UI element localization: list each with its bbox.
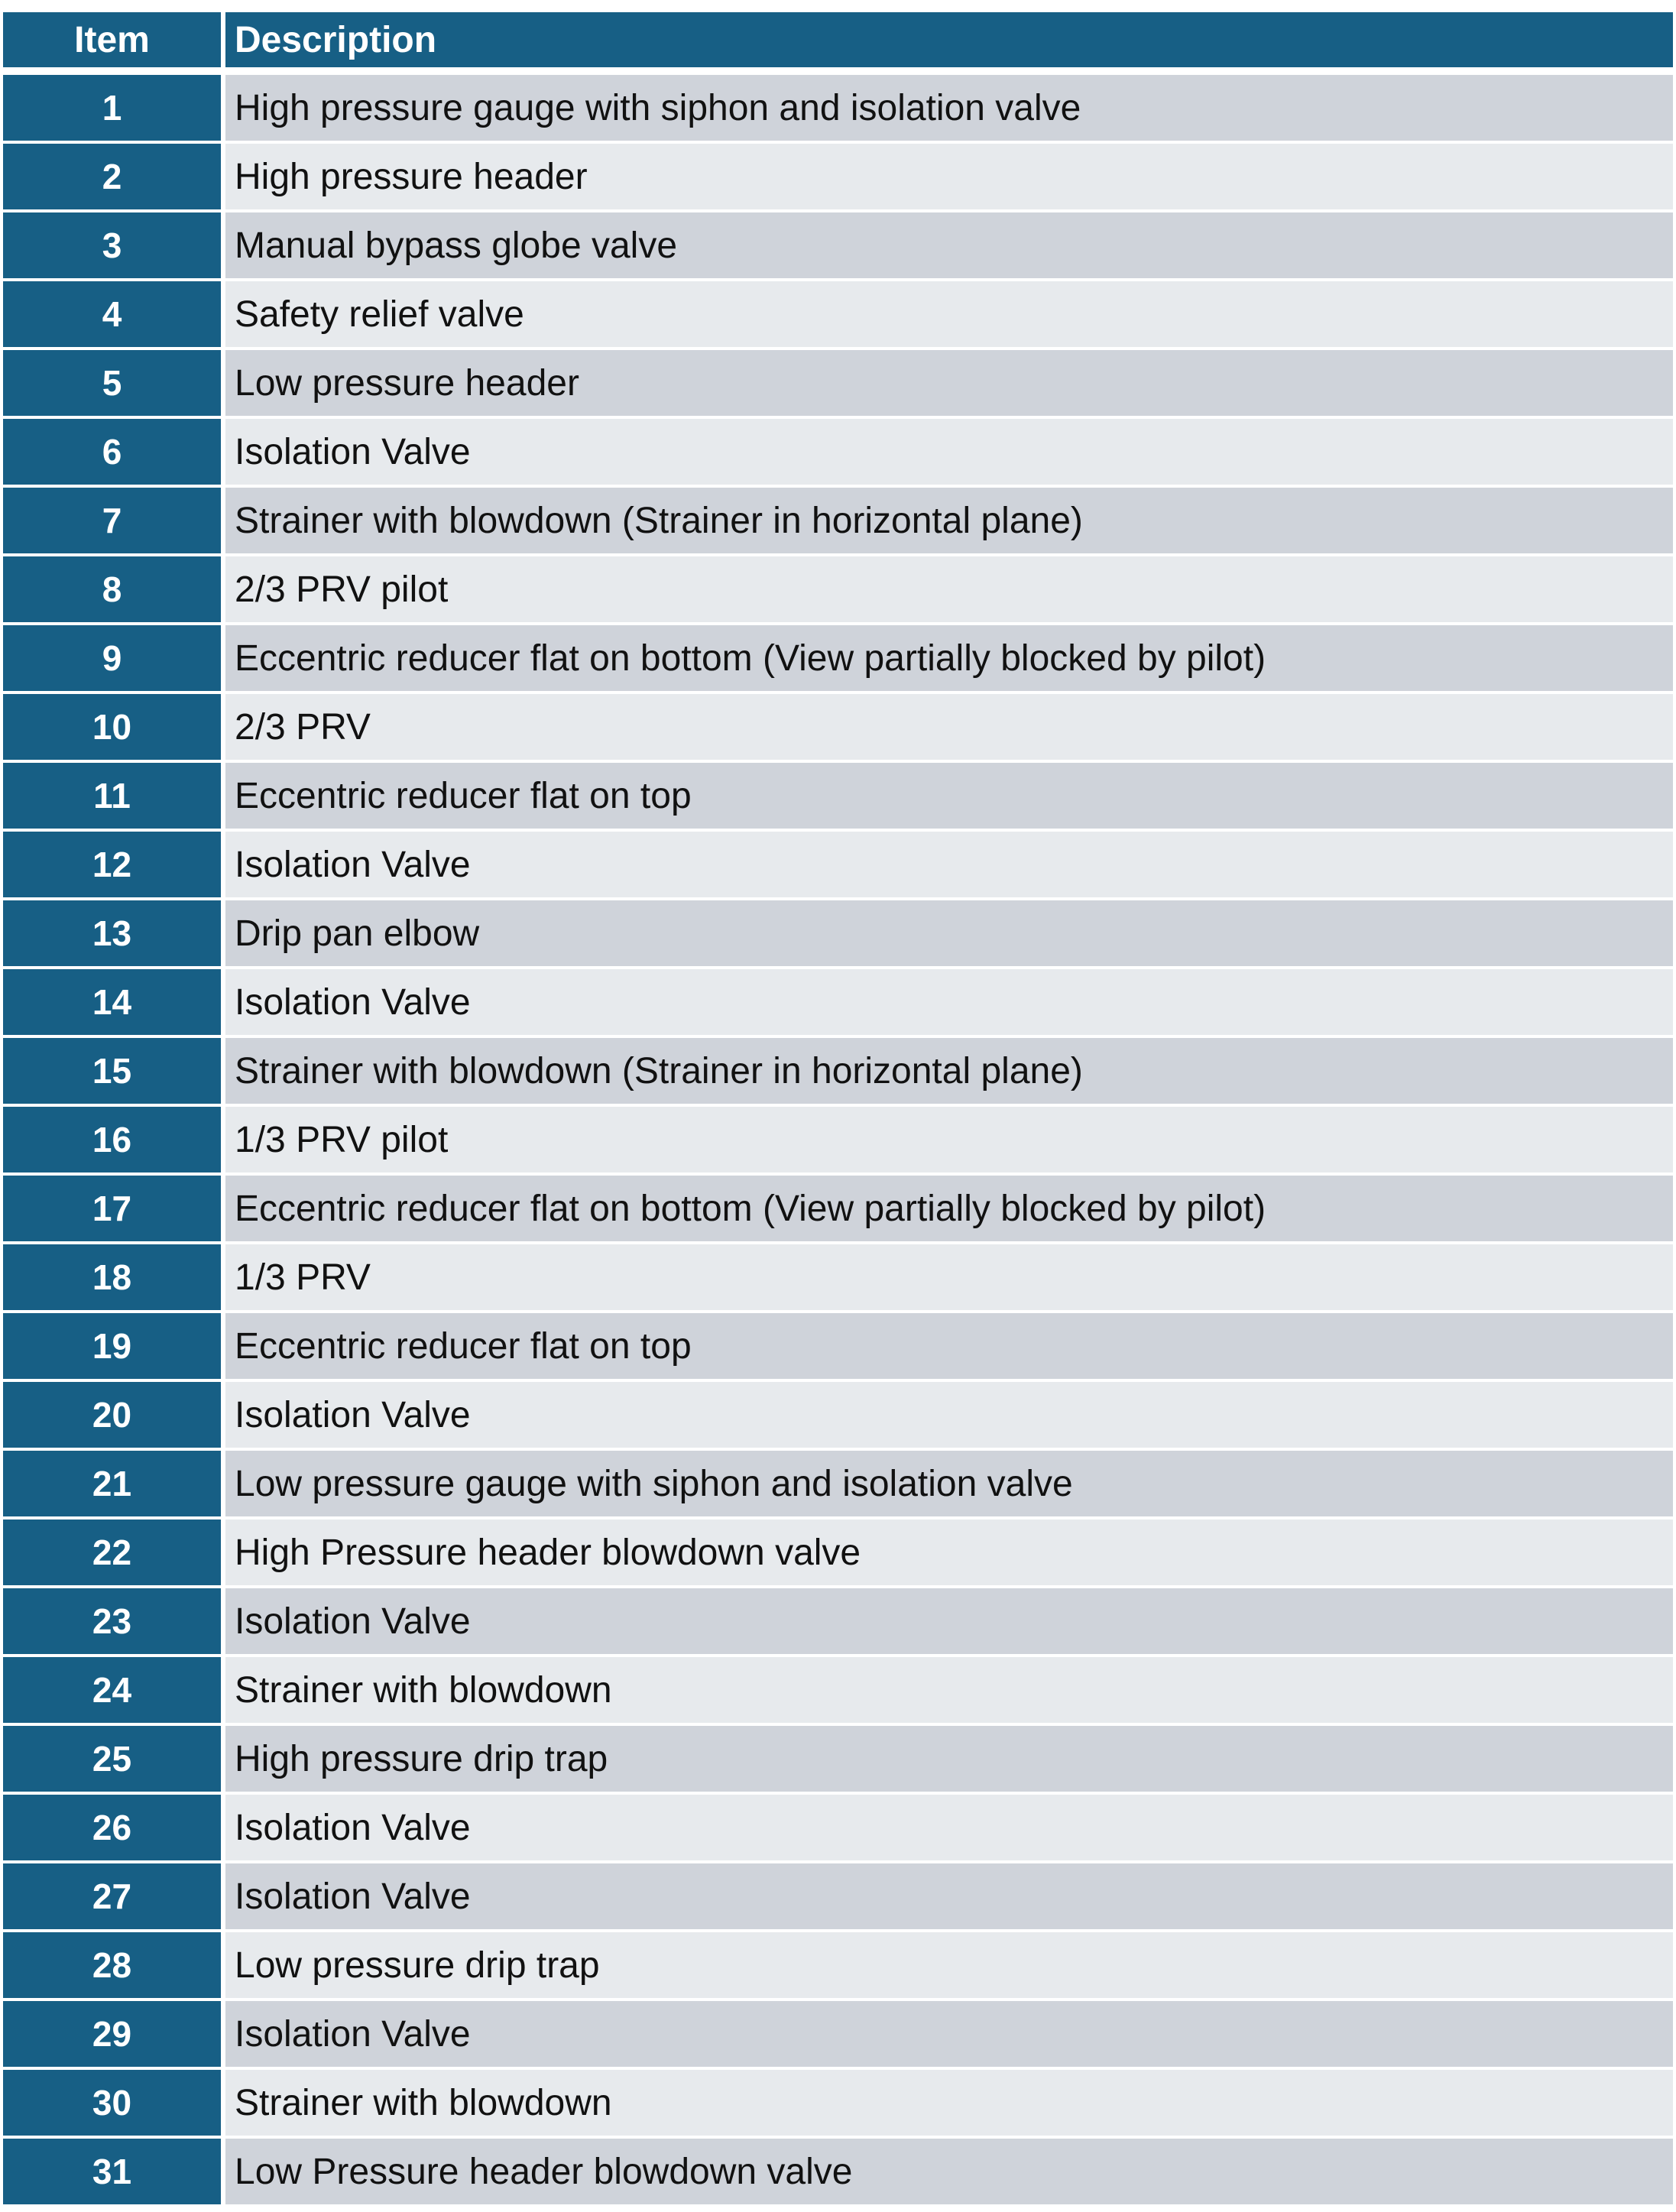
item-number-cell: 14 [3,969,225,1038]
description-cell: Low pressure gauge with siphon and isolation valve [225,1451,1673,1520]
description-cell: Eccentric reducer flat on top [225,1313,1673,1382]
item-number-cell: 28 [3,1932,225,2001]
item-number-cell: 7 [3,488,225,556]
table-header [3,12,1673,75]
item-number-cell: 25 [3,1726,225,1795]
item-number-cell: 10 [3,694,225,763]
item-number-cell: 1 [3,75,225,144]
description-cell: Eccentric reducer flat on top [225,763,1673,832]
item-number-cell: 11 [3,763,225,832]
table-row [3,900,1673,969]
item-number-cell: 9 [3,625,225,694]
item-number-cell: 2 [3,144,225,212]
description-cell: Strainer with blowdown (Strainer in horizontal plane) [225,1038,1673,1107]
description-cell: Isolation Valve [225,832,1673,900]
item-number-cell: 19 [3,1313,225,1382]
item-number-cell: 4 [3,281,225,350]
description-cell: Low pressure drip trap [225,1932,1673,2001]
description-cell: 2/3 PRV [225,694,1673,763]
table-row [3,1932,1673,2001]
description-cell: Isolation Valve [225,1863,1673,1932]
item-number-cell: 27 [3,1863,225,1932]
description-cell: Safety relief valve [225,281,1673,350]
description-cell: Isolation Valve [225,969,1673,1038]
item-number-cell: 17 [3,1176,225,1244]
header-item: Item [3,12,225,75]
table-row [3,2139,1673,2207]
item-number-cell: 12 [3,832,225,900]
table-row [3,1520,1673,1588]
table-row [3,1795,1673,1863]
description-cell: Low Pressure header blowdown valve [225,2139,1673,2207]
table-row [3,144,1673,212]
description-cell: High pressure header [225,144,1673,212]
table-row [3,1313,1673,1382]
table-row [3,556,1673,625]
table-row [3,419,1673,488]
description-cell: Drip pan elbow [225,900,1673,969]
table-row [3,488,1673,556]
description-cell: Strainer with blowdown [225,1657,1673,1726]
item-number-cell: 22 [3,1520,225,1588]
table-row [3,2070,1673,2139]
description-cell: High pressure gauge with siphon and isolation valve [225,75,1673,144]
table-row [3,1657,1673,1726]
table-row [3,1726,1673,1795]
item-number-cell: 26 [3,1795,225,1863]
item-number-cell: 24 [3,1657,225,1726]
description-cell: 1/3 PRV pilot [225,1107,1673,1176]
item-number-cell: 29 [3,2001,225,2070]
description-cell: Isolation Valve [225,1382,1673,1451]
table-row [3,350,1673,419]
item-number-cell: 18 [3,1244,225,1313]
item-description-table [3,12,1673,2207]
table-row [3,1451,1673,1520]
description-cell: 2/3 PRV pilot [225,556,1673,625]
header-row [3,12,1673,75]
description-cell: High Pressure header blowdown valve [225,1520,1673,1588]
description-cell: Eccentric reducer flat on bottom (View partially blocked by pilot) [225,1176,1673,1244]
table-row [3,1107,1673,1176]
item-number-cell: 31 [3,2139,225,2207]
description-cell: Isolation Valve [225,1795,1673,1863]
description-cell: Strainer with blowdown [225,2070,1673,2139]
table-row [3,212,1673,281]
table-row [3,1244,1673,1313]
item-number-cell: 30 [3,2070,225,2139]
item-number-cell: 23 [3,1588,225,1657]
table-body [3,75,1673,2207]
table-row [3,1176,1673,1244]
description-cell: Strainer with blowdown (Strainer in horizontal plane) [225,488,1673,556]
description-cell: Isolation Valve [225,1588,1673,1657]
header-description: Description [225,12,1673,75]
table-row [3,1038,1673,1107]
item-number-cell: 21 [3,1451,225,1520]
description-cell: Low pressure header [225,350,1673,419]
table-row [3,1588,1673,1657]
table-row [3,75,1673,144]
item-number-cell: 5 [3,350,225,419]
table-row [3,1863,1673,1932]
item-number-cell: 16 [3,1107,225,1176]
table-row [3,2001,1673,2070]
item-number-cell: 13 [3,900,225,969]
item-number-cell: 8 [3,556,225,625]
table-row [3,1382,1673,1451]
item-number-cell: 3 [3,212,225,281]
table-row [3,281,1673,350]
table-row [3,763,1673,832]
item-number-cell: 20 [3,1382,225,1451]
description-cell: Eccentric reducer flat on bottom (View partially blocked by pilot) [225,625,1673,694]
description-cell: 1/3 PRV [225,1244,1673,1313]
description-cell: High pressure drip trap [225,1726,1673,1795]
table-row [3,832,1673,900]
item-number-cell: 6 [3,419,225,488]
description-cell: Isolation Valve [225,419,1673,488]
table-row [3,969,1673,1038]
description-cell: Isolation Valve [225,2001,1673,2070]
table-row [3,694,1673,763]
table-row [3,625,1673,694]
item-number-cell: 15 [3,1038,225,1107]
description-cell: Manual bypass globe valve [225,212,1673,281]
